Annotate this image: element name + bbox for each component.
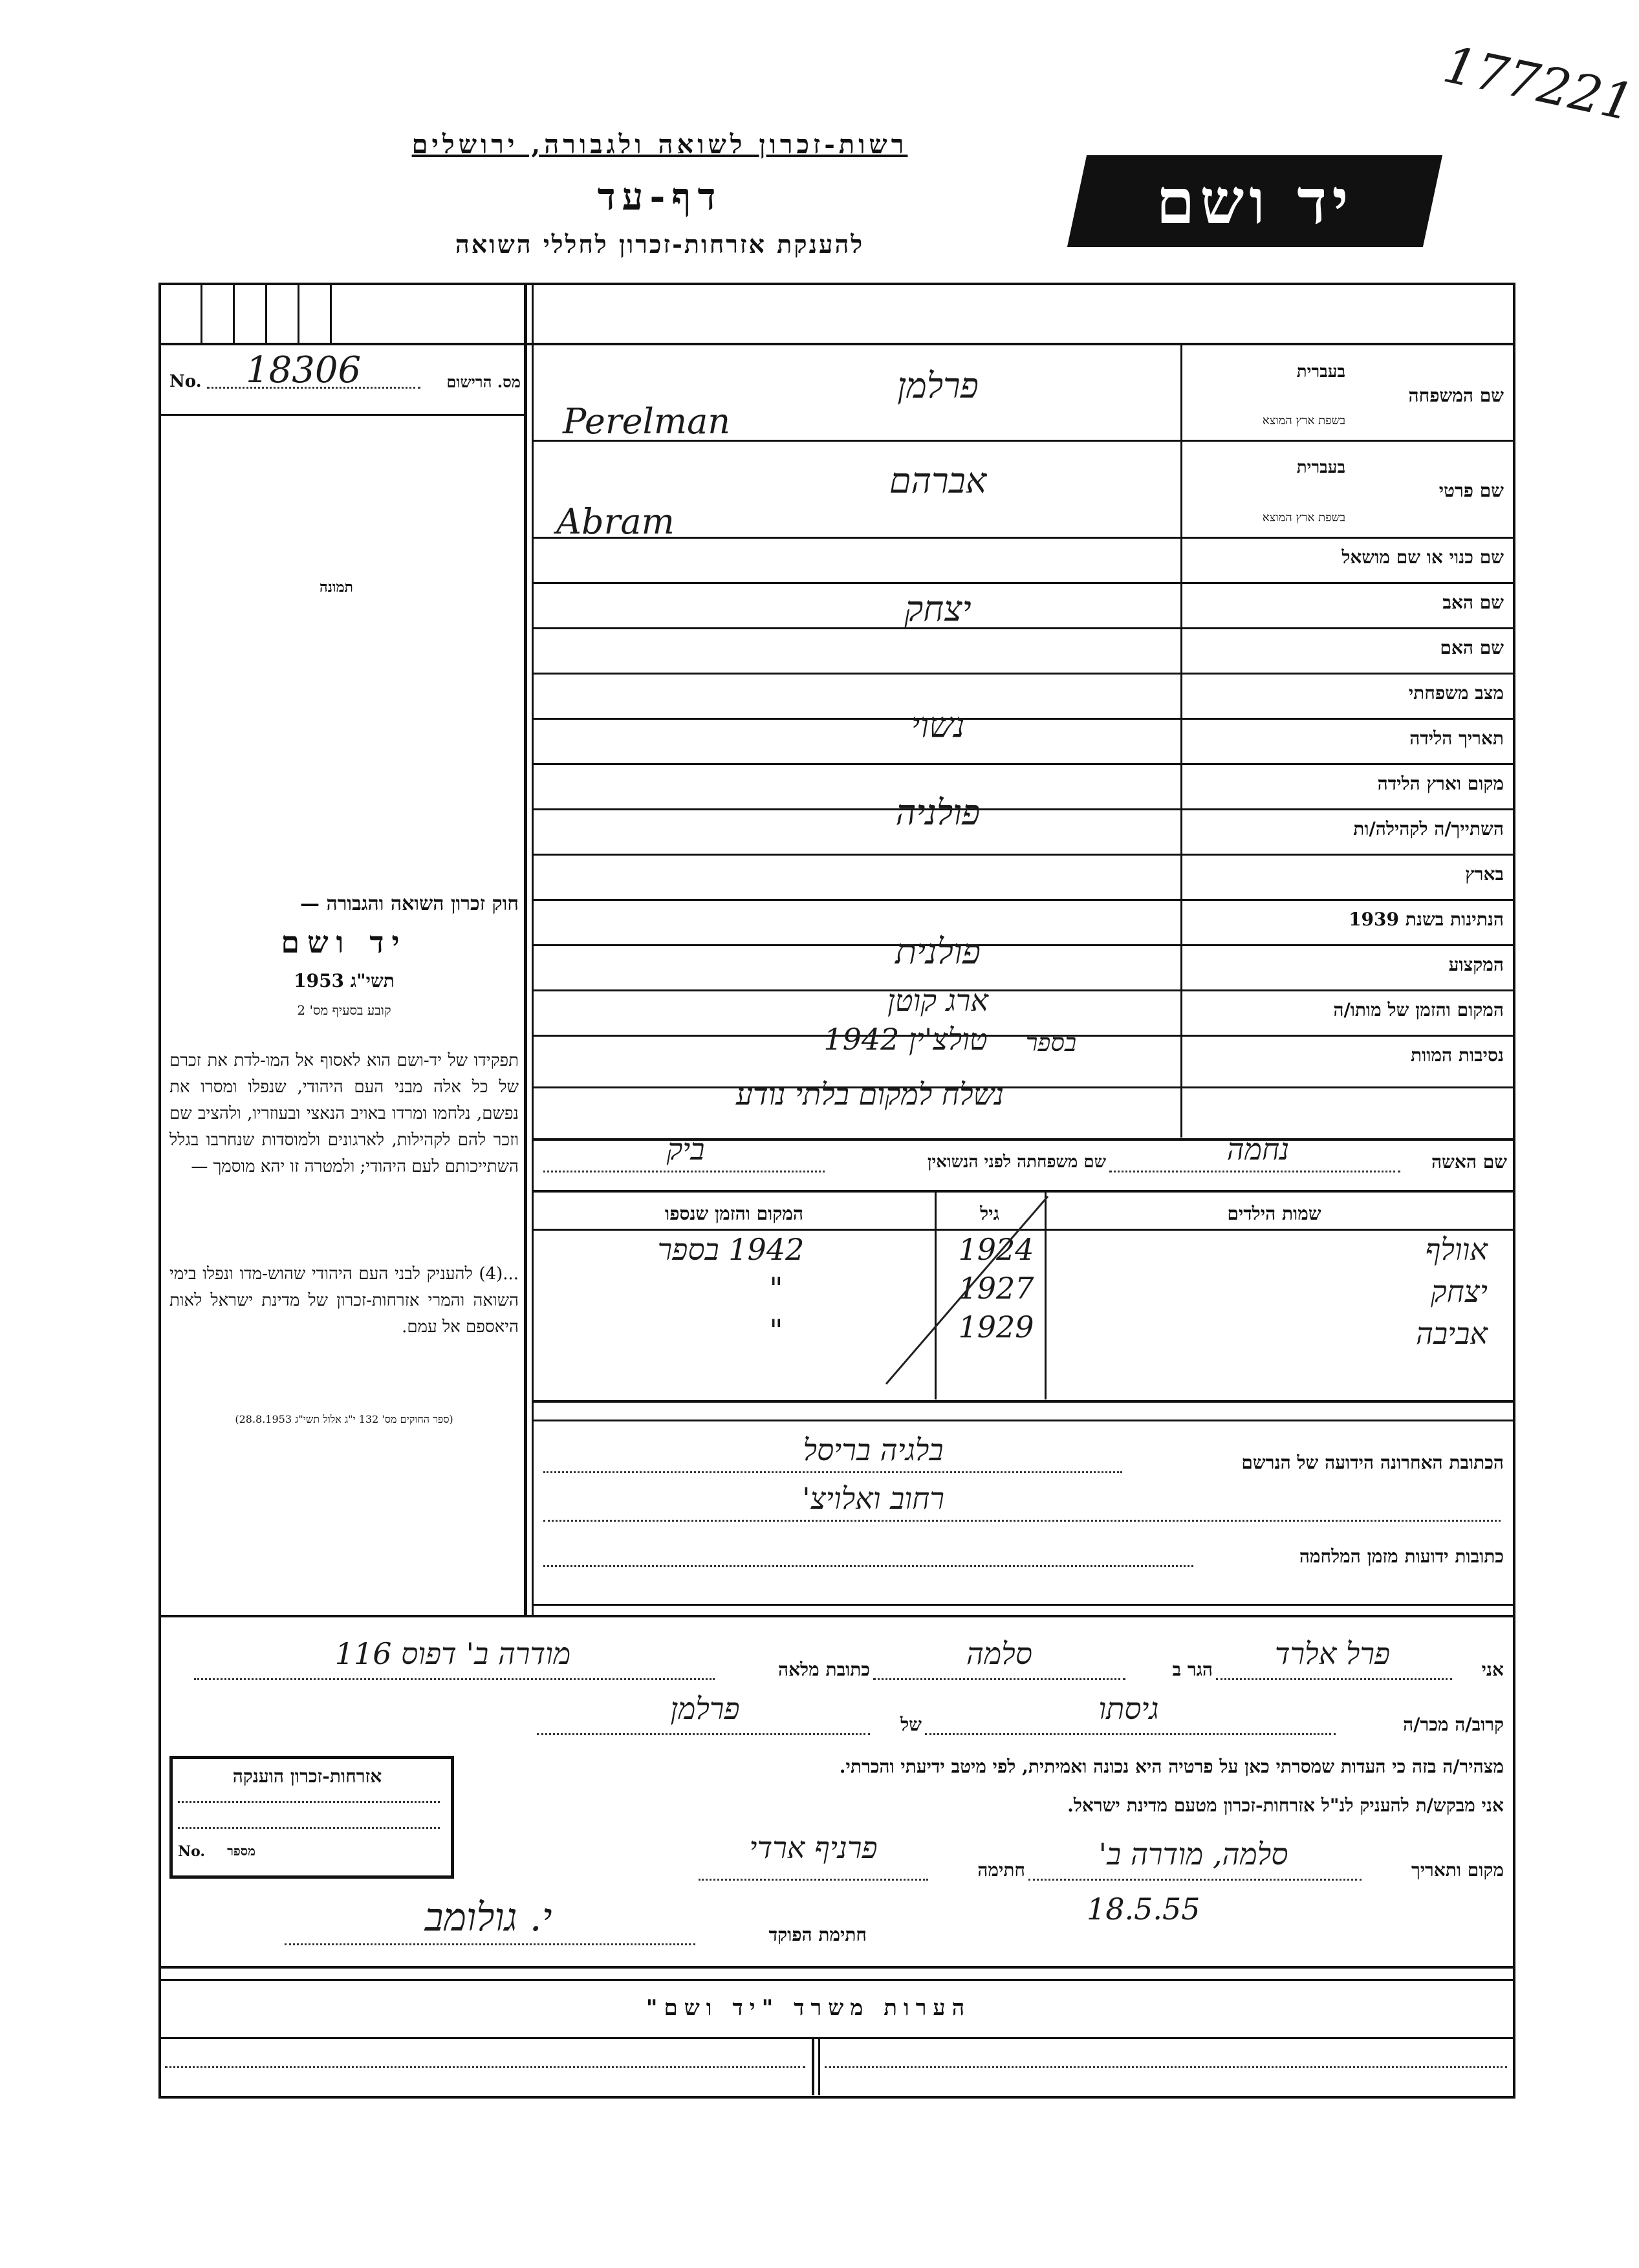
given-name-hebrew-value: אברהם <box>889 460 987 501</box>
law-paragraph-2: ...(4) להעניק לבני העם היהודי שהוש-מדו ונפלו בימי השואה והמרי אזרחות-זכרון של מדינת ישראל לאות היאספם אל עמם. <box>169 1264 519 1337</box>
profession-value: ארג קוטן <box>887 983 988 1018</box>
children-place-header: המקום והזמן שנספו <box>665 1203 803 1224</box>
remarks-title: הערות משרד "יד ושם" <box>646 1995 971 2021</box>
community-label: השתייך/ה לקהילה/ות <box>1353 818 1504 839</box>
pen-stroke <box>873 1190 1067 1390</box>
children-age-header: גיל <box>980 1203 999 1224</box>
law-source: (ספר החוקים מס' 132 י"ג אלול תשי"ג 28.8.1953) <box>235 1413 453 1425</box>
last-address-value-2: רחוב ואלויצ' <box>802 1481 944 1516</box>
relative-value: גיסתו <box>1098 1691 1159 1726</box>
law-year: תשי"ג 1953 <box>294 970 395 991</box>
registration-no-label: No. <box>169 372 202 391</box>
certificate-box-title: אזרחות-זכרון הוענקה <box>232 1766 382 1787</box>
full-address-value: מודרה ב' דפוס 116 <box>334 1636 571 1671</box>
of-value: פרלמן <box>670 1691 740 1726</box>
declaration-statement-2: אני מבקש/ת להעניק לנ"ל אזרחות-זכרון מטעם מדינת ישראל. <box>1067 1795 1504 1816</box>
declarant-value: פרל אלרד <box>1274 1636 1391 1671</box>
of-label: של <box>900 1714 922 1735</box>
wartime-address-label: כתובות ידועות מזמן המלחמה <box>1299 1546 1504 1567</box>
relative-label: קרוב/ה מכר/ה <box>1403 1714 1504 1735</box>
resides-label: הגר ב <box>1172 1659 1213 1680</box>
maiden-name-value: ביק <box>666 1132 705 1167</box>
law-name: יד ושם <box>281 925 407 960</box>
given-name-latin-value: Abram <box>556 501 675 542</box>
law-clause: קובע בסעיף מס' 2 <box>297 1002 391 1018</box>
given-name-label: שם פרטי <box>1438 480 1504 501</box>
officer-signature-label: חתימת הפוקד <box>768 1924 867 1945</box>
birth-place-value: פולניה <box>895 792 981 833</box>
place-date-label: מקום ותאריך <box>1411 1859 1504 1881</box>
origin-lang-label: בשפת ארץ המוצא <box>1262 414 1345 427</box>
form-subtitle: להענקת אזרחות-זכרון לחללי השואה <box>455 230 865 259</box>
death-place-label: המקום והזמן של מותו/ה <box>1333 999 1504 1021</box>
death-place-value: טולצ'ין 1942 <box>823 1022 988 1057</box>
law-title: חוק זכרון השואה והגבורה — <box>300 892 519 915</box>
child-place: " <box>769 1313 783 1348</box>
given-origin-lang-label: בשפת ארץ המוצא <box>1262 511 1345 524</box>
citizenship-value: פולנית <box>895 931 981 972</box>
birth-place-label: מקום וארץ הלידה <box>1377 773 1504 794</box>
certificate-box-number-label: מספר <box>227 1843 255 1859</box>
surname-label: שם המשפחה <box>1408 385 1504 406</box>
last-address-label: הכתובת האחרונה הידועה של הנרשם <box>1241 1452 1504 1473</box>
in-hebrew-label: בעברית <box>1296 362 1345 382</box>
maiden-name-label: שם משפחתה לפני הנשואין <box>927 1152 1106 1172</box>
declaration-statement-1: מצהיר/ה בזה כי העדות שמסרתי כאן על פרטיה היא נכונה ואמיתית, לפי מיטב ידיעתי והכרתי. <box>839 1756 1504 1777</box>
officer-signature-value: י. גולומב <box>424 1895 552 1940</box>
date-value: 18.5.55 <box>1087 1892 1200 1927</box>
death-place-value-2: בספר <box>1025 1028 1077 1057</box>
child-place: " <box>769 1271 783 1306</box>
country-label: בארץ <box>1465 863 1504 885</box>
place-date-value: סלמה, מודרה ב' <box>1098 1837 1288 1872</box>
wife-value: נחמה <box>1226 1132 1290 1167</box>
last-address-value: בלגיה בריסל <box>803 1432 944 1467</box>
marital-status-label: מצב משפחתי <box>1408 682 1504 704</box>
wife-label: שם האשה <box>1431 1151 1507 1172</box>
form-title: דף-עד <box>597 175 722 219</box>
child-age: 1929 <box>958 1310 1034 1345</box>
child-name: אביבה <box>1416 1316 1488 1351</box>
child-name: יצחק <box>1430 1274 1488 1309</box>
citizenship-label: הנתינות בשנת 1939 <box>1349 909 1504 930</box>
father-label: שם האב <box>1442 592 1504 613</box>
marital-value: נשוי <box>911 705 965 746</box>
authority-title: רשות-זכרון לשואה ולגבורה, ירושלים <box>411 129 908 160</box>
children-names-header: שמות הילדים <box>1227 1203 1321 1224</box>
resides-value: סלמה <box>966 1636 1032 1671</box>
signature-label: חתימה <box>977 1859 1025 1881</box>
photo-label: תמונה <box>320 579 353 596</box>
registration-number: 18306 <box>246 349 362 391</box>
law-paragraph-1: תפקידו של יד-ושם הוא לאסוף אל המו-לדת את זכרם של כל אלה מבני העם היהודי, שנפלו ומסרו את נפשם, נלחמו ומרדו באויב הנאצי ובעוזריו, ולהציב שם וזכר להם לקהילות, לארגונים ולמוסדות שנחרבו בגלל השתייכותם לעם היהודי; ולמטרה זו יהא מוסמך — <box>169 1051 519 1176</box>
nickname-label: שם כנוי או שם מושאל <box>1341 546 1504 568</box>
father-value: יצחק <box>904 589 971 629</box>
surname-latin-value: Perelman <box>563 401 731 442</box>
child-name: אוולף <box>1425 1232 1488 1267</box>
certificate-box-no: No. <box>178 1843 206 1860</box>
full-address-label: כתובת מלאה <box>777 1659 870 1680</box>
child-age: 1924 <box>958 1232 1034 1267</box>
child-place: 1942 בספר <box>657 1232 805 1267</box>
given-in-hebrew-label: בעברית <box>1296 458 1345 477</box>
logo-text: יד ושם <box>1156 165 1354 238</box>
profession-label: המקצוע <box>1448 954 1504 975</box>
signature-value: פרניף ארדי <box>749 1830 878 1865</box>
registration-label: מס. הרישום <box>446 373 521 391</box>
circumstances-label: נסיבות המוות <box>1411 1044 1504 1066</box>
corner-handwritten-number: 177221 <box>1438 36 1639 133</box>
surname-hebrew-value: פרלמן <box>897 365 979 406</box>
declarant-label: אני <box>1481 1659 1504 1680</box>
mother-label: שם האם <box>1440 637 1504 658</box>
birth-date-label: תאריך הלידה <box>1409 728 1504 749</box>
child-age: 1927 <box>958 1271 1034 1306</box>
circumstances-value: נשלח למקום בלתי נודע <box>735 1077 1004 1112</box>
